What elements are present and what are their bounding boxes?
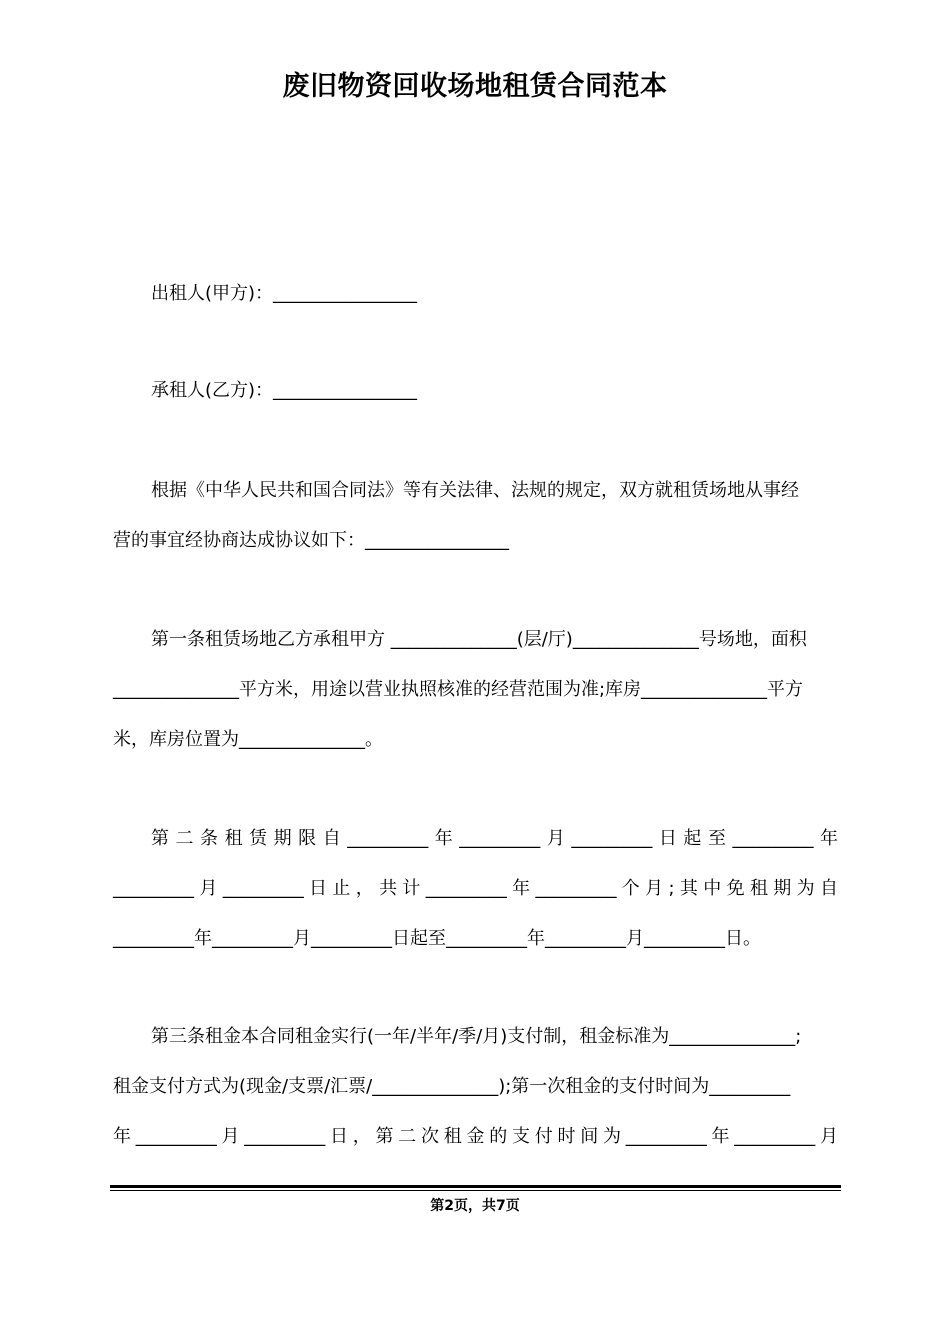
document-title: 废旧物资回收场地租赁合同范本 [282, 71, 668, 102]
article-2-paragraph [113, 814, 838, 964]
article-1-line: 第一条租赁场地乙方承租甲方 ______________(层/厅)______________号场地，面积 [151, 629, 807, 650]
article-1-paragraph [113, 615, 807, 765]
intro-paragraph [113, 466, 799, 566]
article-1-line: 米，库房位置为______________。 [113, 729, 383, 750]
intro-line: 营的事宜经协商达成协议如下：________________ [113, 530, 509, 551]
article-1-line: ______________平方米，用途以营业执照核准的经营范围为准;库房______________平方 [113, 679, 804, 700]
article-2-line: _________年_________月_________日起至_________年_________月_________日。 [113, 928, 761, 949]
article-2-line: _________月_________日止，共计_________年_________个月;其中免租期为自 [113, 878, 838, 899]
footer-divider [110, 1185, 841, 1188]
article-3-paragraph [113, 1012, 838, 1162]
article-3-line: 租金支付方式为(现金/支票/汇票/______________);第一次租金的支付时间为_________ [113, 1076, 791, 1097]
page-number: 第2页，共7页 [430, 1198, 520, 1214]
article-3-line: 年_________月_________日，第二次租金的支付时间为_________年_________月 [113, 1126, 838, 1147]
intro-line: 根据《中华人民共和国合同法》等有关法律、法规的规定，双方就租赁场地从事经 [151, 480, 799, 501]
footer-divider-thin [110, 1190, 841, 1191]
article-3-line: 第三条租金本合同租金实行(一年/半年/季/月)支付制，租金标准为______________; [151, 1026, 802, 1047]
lessor-line: 出租人(甲方)：________________ [151, 283, 418, 304]
article-2-line: 第二条租赁期限自_________年_________月_________日起至_________年 [151, 828, 838, 849]
lessee-line: 承租人(乙方)：________________ [151, 380, 418, 401]
